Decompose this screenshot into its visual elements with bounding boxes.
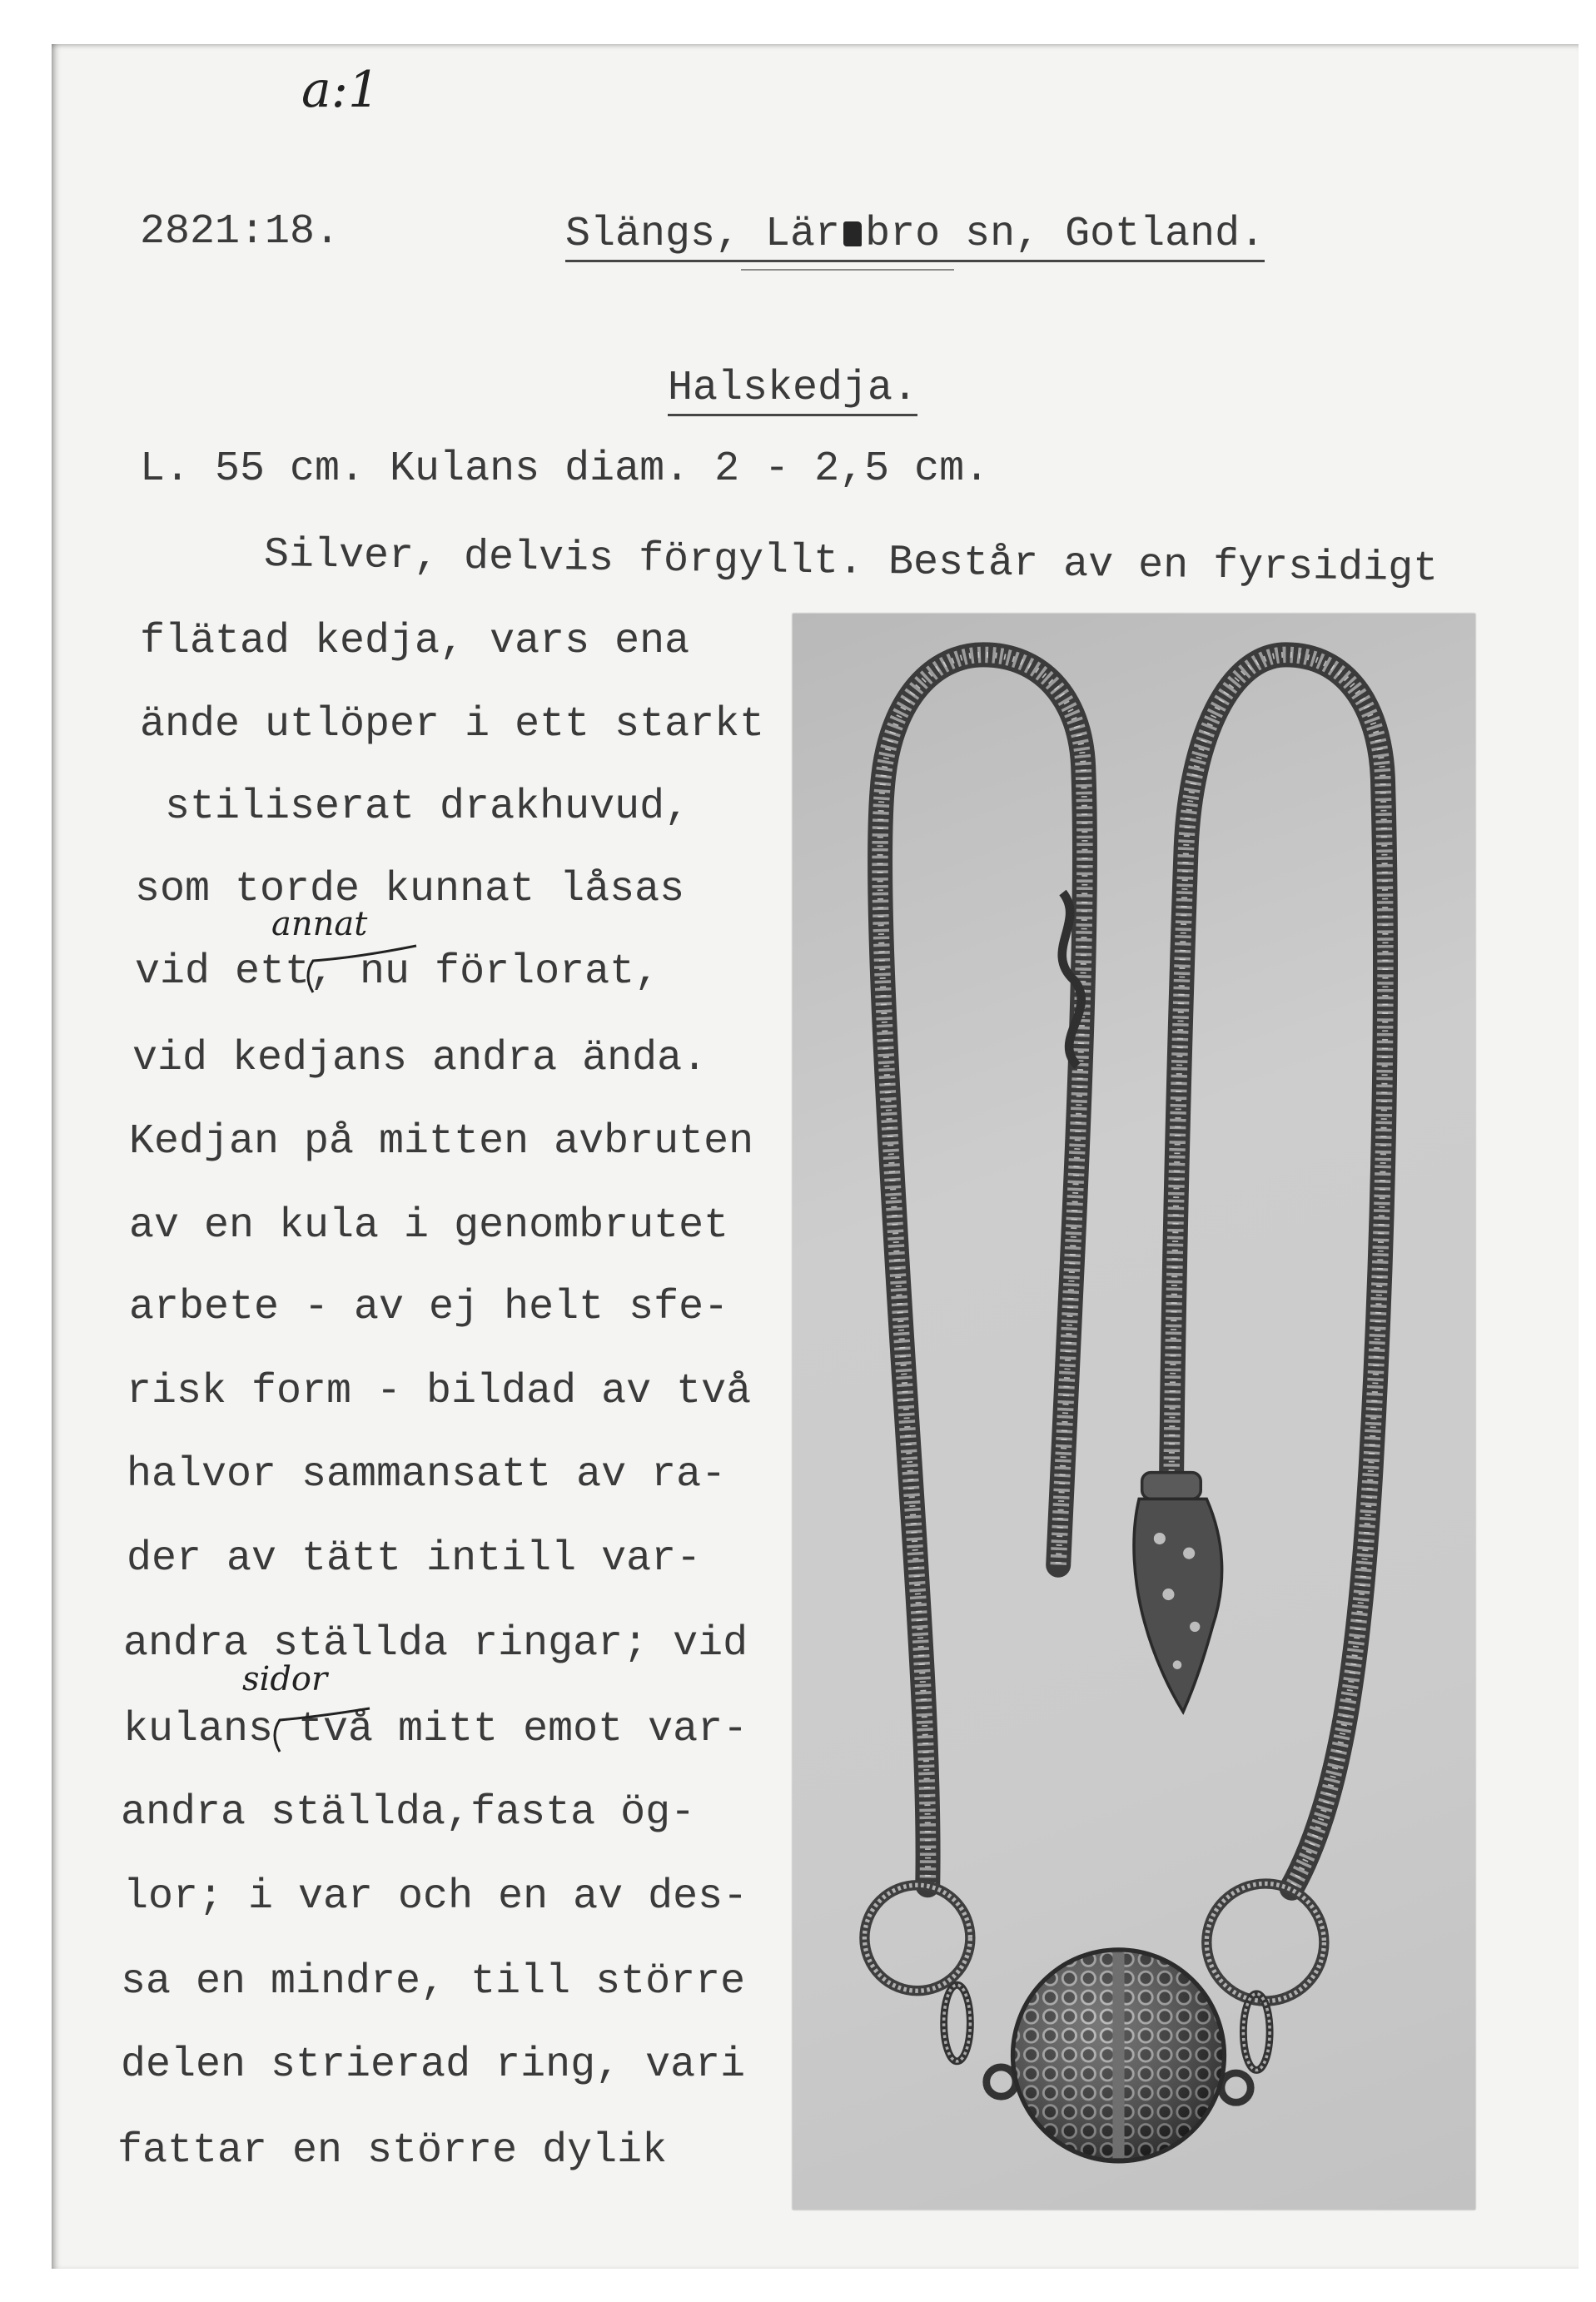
insertion-mark-annat	[300, 916, 433, 999]
location-heading	[565, 211, 1265, 262]
description-line: kulans två mitt emot var-	[123, 1706, 748, 1753]
dragon-head-openwork	[1183, 1548, 1195, 1559]
handwritten-reference: a:1	[301, 61, 380, 119]
right-ball-loop	[1221, 2073, 1250, 2102]
intro-line: Silver, delvis förgyllt. Består av en fyrsidigt	[263, 531, 1439, 594]
description-line: som torde kunnat låsas	[135, 866, 685, 913]
insertion-mark-stroke	[275, 1708, 370, 1752]
insertion-mark-stroke	[308, 946, 416, 992]
right-chain-braid	[1171, 654, 1385, 1887]
description-line: stiliserat drakhuvud,	[165, 783, 690, 831]
description-line: risk form - bildad av två	[127, 1368, 752, 1415]
right-chain	[1171, 654, 1385, 1887]
description-line: vid ett, nu förlorat,	[135, 948, 660, 996]
dragon-head-body	[1134, 1499, 1222, 1712]
dragon-head-openwork	[1162, 1589, 1174, 1600]
left-chain	[880, 654, 1085, 1885]
description-line: der av tätt intill var-	[127, 1535, 702, 1583]
dragon-head-openwork	[1190, 1622, 1200, 1632]
handwritten-insertion-annat: annat	[271, 905, 368, 943]
object-title: Halskedja.	[668, 365, 917, 416]
dragon-head-openwork	[1154, 1533, 1166, 1544]
description-line: fattar en större dylik	[117, 2127, 668, 2175]
overstrike-blot	[843, 221, 862, 246]
description-line: halvor sammansatt av ra-	[127, 1451, 727, 1499]
necklace-photograph	[793, 614, 1475, 2210]
openwork-ball	[1013, 1950, 1225, 2161]
left-chain-braid	[880, 654, 1085, 1885]
catalogue-number: 2821:18.	[140, 208, 341, 256]
description-line: ände utlöper i ett starkt	[140, 701, 765, 748]
dragon-head-openwork	[1173, 1660, 1182, 1669]
description-line: arbete - av ej helt sfe-	[129, 1284, 729, 1331]
location-text-start: Slängs, Lär	[565, 211, 841, 258]
left-large-ring-striation	[864, 1885, 970, 1991]
left-ball-loop	[987, 2067, 1016, 2096]
left-chain-highlight	[880, 654, 1085, 1885]
location-text-end: bro sn, Gotland.	[865, 211, 1265, 258]
dimensions-line: L. 55 cm. Kulans diam. 2 - 2,5 cm.	[140, 445, 990, 493]
description-line: av en kula i genombrutet	[129, 1202, 729, 1250]
description-line: lor; i var och en av des-	[123, 1873, 748, 1921]
insertion-mark-sidor	[268, 1672, 385, 1755]
secondary-underline	[741, 269, 954, 271]
dragon-head-collar	[1142, 1473, 1201, 1499]
description-line: sa en mindre, till större	[121, 1958, 746, 2006]
description-line: vid kedjans andra ända.	[132, 1035, 708, 1082]
description-line: flätad kedja, vars ena	[140, 618, 690, 665]
description-line: Kedjan på mitten avbruten	[129, 1118, 754, 1166]
handwritten-insertion-sidor: sidor	[242, 1660, 328, 1698]
description-line: andra ställda ringar; vid	[123, 1620, 748, 1668]
left-ring-assembly	[864, 1885, 1016, 2096]
necklace-illustration	[793, 614, 1475, 2210]
dragon-head-terminal	[1134, 1473, 1222, 1712]
description-line: delen strierad ring, vari	[121, 2041, 746, 2089]
left-chain-outline	[880, 654, 1085, 1885]
description-line: andra ställda,fasta ög-	[121, 1789, 696, 1837]
